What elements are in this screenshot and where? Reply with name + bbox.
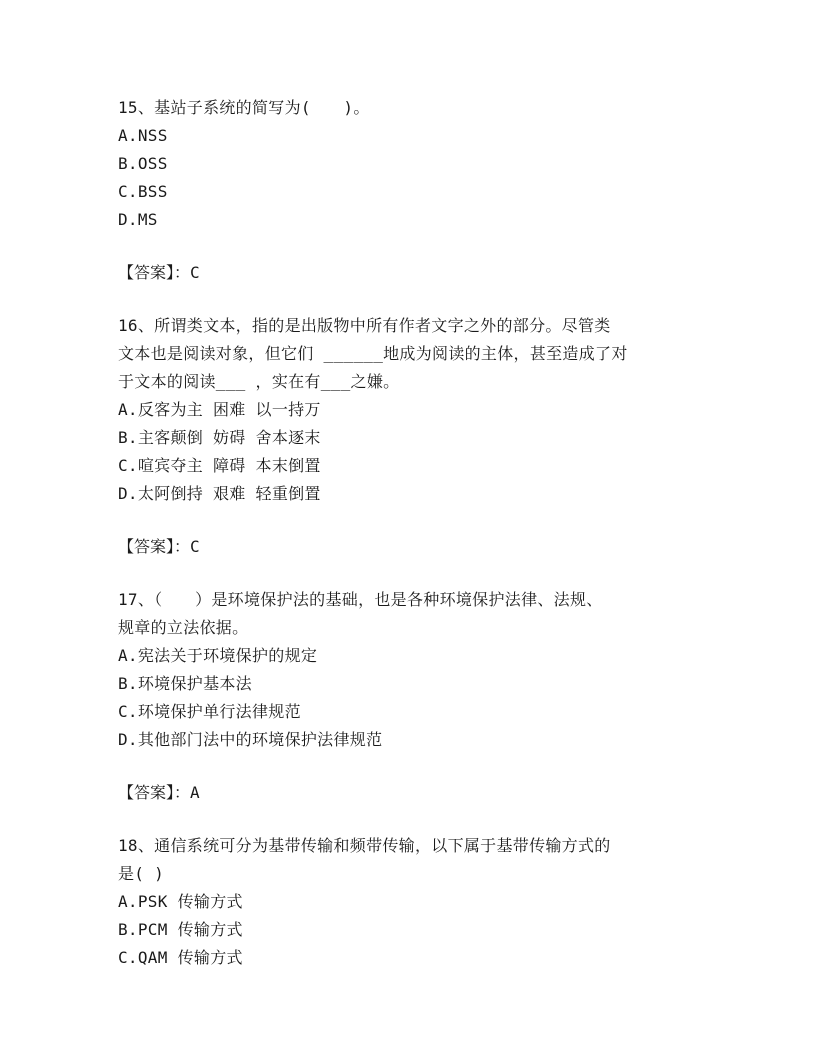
answer-text: 【答案】：C <box>118 537 200 556</box>
option-b: B.主客颠倒 妨碍 舍本逐末 <box>118 428 321 447</box>
option-d: D.其他部门法中的环境保护法律规范 <box>118 730 383 749</box>
question-text: 规章的立法依据。 <box>118 618 249 637</box>
question-text: 是( ) <box>118 864 165 883</box>
question-text: 17、（ ）是环境保护法的基础，也是各种环境保护法律、法规、 <box>118 590 603 609</box>
option-d: D.太阿倒持 艰难 轻重倒置 <box>118 484 321 503</box>
option-a: A.宪法关于环境保护的规定 <box>118 646 318 665</box>
option-c: C.喧宾夺主 障碍 本末倒置 <box>118 456 321 475</box>
question-text: 18、通信系统可分为基带传输和频带传输，以下属于基带传输方式的 <box>118 836 611 855</box>
option-b: B.PCM 传输方式 <box>118 920 243 939</box>
option-c: C.环境保护单行法律规范 <box>118 702 301 721</box>
option-b: B.环境保护基本法 <box>118 674 252 693</box>
option-a: A.PSK 传输方式 <box>118 892 243 911</box>
question-16 <box>118 312 718 586</box>
answer-text: 【答案】：C <box>118 263 200 282</box>
question-18 <box>118 832 718 972</box>
question-text: 文本也是阅读对象，但它们 ______地成为阅读的主体，甚至造成了对 <box>118 344 628 363</box>
question-15 <box>118 94 718 312</box>
answer-text: 【答案】：A <box>118 783 200 802</box>
question-text: 15、基站子系统的简写为( )。 <box>118 98 370 117</box>
option-a: A.NSS <box>118 126 168 145</box>
option-d: D.MS <box>118 210 158 229</box>
option-a: A.反客为主 困难 以一持万 <box>118 400 321 419</box>
question-text: 于文本的阅读___ ，实在有___之嫌。 <box>118 372 400 391</box>
document-page <box>118 94 718 972</box>
question-text: 16、所谓类文本，指的是出版物中所有作者文字之外的部分。尽管类 <box>118 316 611 335</box>
option-b: B.OSS <box>118 154 168 173</box>
option-c: C.QAM 传输方式 <box>118 948 243 967</box>
question-17 <box>118 586 718 832</box>
option-c: C.BSS <box>118 182 168 201</box>
